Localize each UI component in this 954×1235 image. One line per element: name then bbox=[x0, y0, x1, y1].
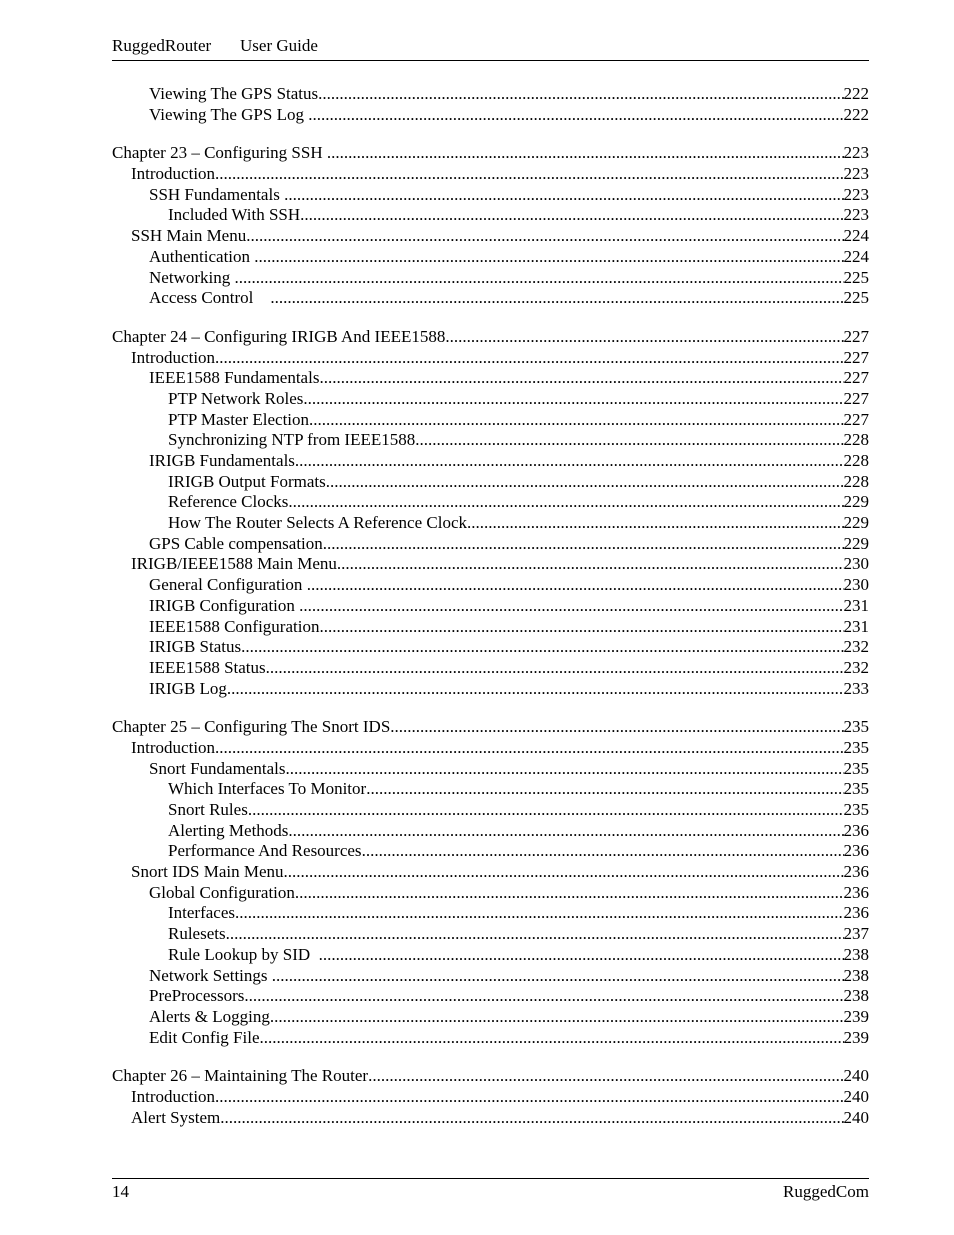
toc-entry-page: 222 bbox=[843, 104, 869, 124]
toc-entry-page: 236 bbox=[843, 820, 869, 840]
toc-dot-leader bbox=[368, 1066, 843, 1087]
toc-entry-title: IRIGB Fundamentals bbox=[149, 451, 295, 470]
toc-entry-title: GPS Cable compensation bbox=[149, 533, 323, 553]
toc-entry[interactable] bbox=[112, 575, 869, 596]
toc-entry[interactable] bbox=[112, 821, 869, 842]
toc-entry-title: IRIGB Output Formats bbox=[168, 471, 326, 491]
toc-entry-page: 223 bbox=[843, 164, 869, 184]
toc-entry-page: 224 bbox=[843, 246, 869, 266]
toc-entry-page: 236 bbox=[843, 862, 869, 882]
toc-dot-leader bbox=[220, 1108, 843, 1129]
toc-entry-page: 227 bbox=[843, 326, 869, 346]
toc-entry-title: Synchronizing NTP from IEEE1588 bbox=[168, 430, 416, 450]
toc-entry[interactable] bbox=[112, 779, 869, 800]
toc-entry[interactable] bbox=[112, 1028, 869, 1049]
toc-entry[interactable] bbox=[112, 205, 869, 226]
toc-group bbox=[112, 143, 869, 309]
toc-entry-title: SSH Fundamentals bbox=[149, 184, 285, 204]
toc-entry-page: 232 bbox=[843, 657, 869, 677]
toc-entry-title: IRIGB Log bbox=[149, 678, 227, 698]
toc-entry[interactable] bbox=[112, 966, 869, 987]
toc-entry-page: 230 bbox=[843, 575, 869, 595]
toc-entry-title: IRIGB/IEEE1588 Main Menu bbox=[131, 554, 337, 574]
toc-entry[interactable] bbox=[112, 658, 869, 679]
toc-dot-leader bbox=[246, 226, 843, 247]
toc-entry-page: 236 bbox=[843, 882, 869, 902]
toc-entry-page: 232 bbox=[843, 637, 869, 657]
toc-entry-page: 240 bbox=[843, 1066, 869, 1086]
toc-dot-leader bbox=[307, 575, 844, 596]
toc-entry-title: Introduction bbox=[131, 737, 216, 757]
toc-entry-title: Performance And Resources bbox=[168, 841, 362, 861]
toc-dot-leader bbox=[235, 903, 843, 924]
toc-entry-page: 235 bbox=[843, 779, 869, 799]
toc-dot-leader bbox=[300, 205, 843, 226]
toc-entry-title: SSH Main Menu bbox=[131, 226, 247, 246]
toc-dot-leader bbox=[295, 451, 844, 472]
toc-entry-title: Access Control bbox=[149, 288, 271, 308]
toc-entry-page: 229 bbox=[843, 492, 869, 512]
footer-company: RuggedCom bbox=[783, 1182, 869, 1201]
toc-entry-page: 235 bbox=[843, 758, 869, 778]
toc-dot-leader bbox=[284, 862, 844, 883]
toc-entry-page: 236 bbox=[843, 841, 869, 861]
table-of-contents bbox=[112, 84, 869, 1146]
toc-entry[interactable] bbox=[112, 617, 869, 638]
toc-dot-leader bbox=[248, 800, 844, 821]
toc-entry[interactable] bbox=[112, 226, 869, 247]
toc-entry[interactable] bbox=[112, 451, 869, 472]
toc-entry[interactable] bbox=[112, 986, 869, 1007]
header-product: RuggedRouter bbox=[112, 36, 212, 55]
toc-entry-title: General Configuration bbox=[149, 575, 307, 595]
toc-dot-leader bbox=[254, 247, 843, 268]
toc-dot-leader bbox=[319, 617, 843, 638]
toc-entry-title: Network Settings bbox=[149, 965, 272, 985]
toc-dot-leader bbox=[303, 389, 843, 410]
toc-entry-title: IRIGB Status bbox=[149, 637, 242, 657]
toc-entry[interactable] bbox=[112, 105, 869, 126]
toc-dot-leader bbox=[309, 410, 843, 431]
toc-dot-leader bbox=[288, 492, 843, 513]
toc-entry-page: 238 bbox=[843, 944, 869, 964]
toc-entry-title: PreProcessors bbox=[149, 986, 245, 1006]
toc-entry[interactable] bbox=[112, 368, 869, 389]
toc-entry[interactable] bbox=[112, 862, 869, 883]
toc-entry-title: Included With SSH bbox=[168, 205, 301, 225]
toc-dot-leader bbox=[215, 164, 843, 185]
toc-entry[interactable] bbox=[112, 389, 869, 410]
toc-entry-title: Viewing The GPS Log bbox=[149, 104, 309, 124]
toc-dot-leader bbox=[244, 986, 843, 1007]
toc-entry[interactable] bbox=[112, 268, 869, 289]
toc-entry-title: How The Router Selects A Reference Clock bbox=[168, 513, 467, 533]
toc-dot-leader bbox=[295, 883, 844, 904]
toc-entry[interactable] bbox=[112, 143, 869, 164]
toc-entry[interactable] bbox=[112, 1087, 869, 1108]
toc-entry-title: Chapter 24 – Configuring IRIGB And IEEE1588 bbox=[112, 326, 446, 346]
toc-dot-leader bbox=[308, 105, 843, 126]
toc-entry[interactable] bbox=[112, 596, 869, 617]
toc-dot-leader bbox=[326, 472, 844, 493]
toc-entry-page: 240 bbox=[843, 1107, 869, 1127]
toc-entry[interactable] bbox=[112, 534, 869, 555]
toc-dot-leader bbox=[241, 637, 843, 658]
toc-dot-leader bbox=[226, 924, 844, 945]
toc-dot-leader bbox=[415, 430, 843, 451]
toc-dot-leader bbox=[390, 717, 843, 738]
toc-group bbox=[112, 717, 869, 1048]
toc-dot-leader bbox=[285, 759, 843, 780]
toc-dot-leader bbox=[227, 679, 844, 700]
toc-entry-title: Alerts & Logging bbox=[149, 1006, 270, 1026]
toc-entry-page: 238 bbox=[843, 986, 869, 1006]
toc-dot-leader bbox=[260, 1028, 844, 1049]
toc-entry-page: 227 bbox=[843, 409, 869, 429]
toc-entry[interactable] bbox=[112, 924, 869, 945]
toc-entry-page: 228 bbox=[843, 430, 869, 450]
toc-entry[interactable] bbox=[112, 288, 869, 309]
toc-entry-title: Introduction bbox=[131, 164, 216, 184]
toc-group bbox=[112, 84, 869, 125]
toc-entry[interactable] bbox=[112, 492, 869, 513]
toc-entry-title: PTP Network Roles bbox=[168, 388, 304, 408]
toc-entry-page: 238 bbox=[843, 965, 869, 985]
toc-entry-title: Chapter 25 – Configuring The Snort IDS bbox=[112, 717, 391, 737]
toc-entry-page: 240 bbox=[843, 1086, 869, 1106]
toc-entry-title: Interfaces bbox=[168, 903, 236, 923]
toc-entry-page: 229 bbox=[843, 533, 869, 553]
toc-entry-page: 222 bbox=[843, 84, 869, 103]
toc-dot-leader bbox=[445, 327, 843, 348]
toc-entry-title: Global Configuration bbox=[149, 882, 295, 902]
toc-group bbox=[112, 1066, 869, 1128]
toc-entry-page: 225 bbox=[843, 288, 869, 308]
toc-entry[interactable] bbox=[112, 738, 869, 759]
toc-entry-title: IEEE1588 Status bbox=[149, 657, 266, 677]
toc-entry-title: Alerting Methods bbox=[168, 820, 289, 840]
toc-entry-title: Chapter 23 – Configuring SSH bbox=[112, 143, 327, 163]
toc-entry[interactable] bbox=[112, 185, 869, 206]
toc-entry-title: Chapter 26 – Maintaining The Router bbox=[112, 1066, 369, 1086]
toc-dot-leader bbox=[270, 1007, 844, 1028]
toc-dot-leader bbox=[337, 554, 844, 575]
toc-entry[interactable] bbox=[112, 348, 869, 369]
toc-entry-title: PTP Master Election bbox=[168, 409, 310, 429]
toc-entry-title: Introduction bbox=[131, 1086, 216, 1106]
toc-dot-leader bbox=[319, 945, 844, 966]
toc-dot-leader bbox=[215, 738, 843, 759]
toc-entry-title: Snort Rules bbox=[168, 800, 248, 819]
toc-entry-page: 236 bbox=[843, 903, 869, 923]
toc-entry-title: Authentication bbox=[149, 246, 255, 266]
toc-entry[interactable] bbox=[112, 883, 869, 904]
toc-entry-title: Rule Lookup by SID bbox=[168, 944, 319, 964]
toc-entry-title: Snort IDS Main Menu bbox=[131, 862, 284, 882]
page-header bbox=[112, 34, 869, 61]
toc-entry-title: Snort Fundamentals bbox=[149, 758, 286, 778]
toc-entry-page: 227 bbox=[843, 347, 869, 367]
toc-dot-leader bbox=[288, 821, 843, 842]
toc-entry-title: IEEE1588 Configuration bbox=[149, 616, 320, 636]
toc-dot-leader bbox=[266, 658, 844, 679]
toc-entry[interactable] bbox=[112, 513, 869, 534]
toc-entry-page: 223 bbox=[843, 143, 869, 163]
toc-entry[interactable] bbox=[112, 410, 869, 431]
page-footer bbox=[112, 1178, 869, 1203]
toc-entry[interactable] bbox=[112, 247, 869, 268]
toc-entry-page: 225 bbox=[843, 267, 869, 287]
toc-entry-page: 227 bbox=[843, 388, 869, 408]
toc-entry-title: Edit Config File bbox=[149, 1027, 260, 1047]
toc-dot-leader bbox=[272, 966, 844, 987]
toc-entry-page: 231 bbox=[843, 595, 869, 615]
toc-entry-title: Networking bbox=[149, 267, 235, 287]
toc-entry-title: Alert System bbox=[131, 1107, 221, 1127]
toc-dot-leader bbox=[318, 84, 843, 105]
toc-entry-page: 229 bbox=[843, 513, 869, 533]
toc-entry-page: 227 bbox=[843, 368, 869, 388]
toc-entry-page: 223 bbox=[843, 184, 869, 204]
toc-entry-page: 233 bbox=[843, 678, 869, 698]
toc-entry-page: 230 bbox=[843, 554, 869, 574]
toc-dot-leader bbox=[284, 185, 843, 206]
toc-entry-page: 228 bbox=[843, 471, 869, 491]
toc-group bbox=[112, 327, 869, 699]
toc-entry-page: 231 bbox=[843, 616, 869, 636]
toc-entry-page: 223 bbox=[843, 205, 869, 225]
toc-entry[interactable] bbox=[112, 84, 869, 105]
toc-entry-page: 235 bbox=[843, 737, 869, 757]
toc-entry[interactable] bbox=[112, 327, 869, 348]
toc-entry-title: Viewing The GPS Status bbox=[149, 84, 319, 103]
toc-entry-title: Reference Clocks bbox=[168, 492, 289, 512]
toc-entry[interactable] bbox=[112, 679, 869, 700]
toc-dot-leader bbox=[299, 596, 843, 617]
toc-dot-leader bbox=[319, 368, 843, 389]
toc-entry[interactable] bbox=[112, 759, 869, 780]
toc-entry[interactable] bbox=[112, 554, 869, 575]
toc-entry[interactable] bbox=[112, 903, 869, 924]
toc-entry-title: Which Interfaces To Monitor bbox=[168, 779, 367, 799]
toc-entry-page: 235 bbox=[843, 717, 869, 737]
toc-entry-page: 235 bbox=[843, 800, 869, 819]
toc-dot-leader bbox=[327, 143, 844, 164]
toc-entry-title: Rulesets bbox=[168, 924, 226, 944]
toc-dot-leader bbox=[215, 348, 843, 369]
toc-entry-page: 239 bbox=[843, 1027, 869, 1047]
toc-dot-leader bbox=[467, 513, 844, 534]
toc-entry[interactable] bbox=[112, 637, 869, 658]
toc-entry[interactable] bbox=[112, 945, 869, 966]
toc-entry[interactable] bbox=[112, 1007, 869, 1028]
toc-dot-leader bbox=[215, 1087, 843, 1108]
toc-entry-page: 239 bbox=[843, 1006, 869, 1026]
toc-entry[interactable] bbox=[112, 717, 869, 738]
toc-entry-title: Introduction bbox=[131, 347, 216, 367]
header-guide: User Guide bbox=[240, 36, 318, 55]
toc-entry-title: IRIGB Configuration bbox=[149, 595, 300, 615]
toc-dot-leader bbox=[323, 534, 844, 555]
toc-entry[interactable] bbox=[112, 472, 869, 493]
toc-entry[interactable] bbox=[112, 841, 869, 862]
toc-entry-page: 228 bbox=[843, 451, 869, 470]
toc-dot-leader bbox=[366, 779, 843, 800]
toc-entry[interactable] bbox=[112, 1066, 869, 1087]
toc-dot-leader bbox=[270, 288, 843, 309]
toc-entry[interactable] bbox=[112, 430, 869, 451]
toc-entry[interactable] bbox=[112, 1108, 869, 1129]
toc-entry[interactable] bbox=[112, 800, 869, 821]
toc-entry-page: 224 bbox=[843, 226, 869, 246]
toc-dot-leader bbox=[362, 841, 844, 862]
toc-entry-title: IEEE1588 Fundamentals bbox=[149, 368, 320, 388]
toc-entry[interactable] bbox=[112, 164, 869, 185]
toc-entry-page: 237 bbox=[843, 924, 869, 944]
footer-page-number: 14 bbox=[112, 1182, 129, 1201]
toc-dot-leader bbox=[234, 268, 843, 289]
